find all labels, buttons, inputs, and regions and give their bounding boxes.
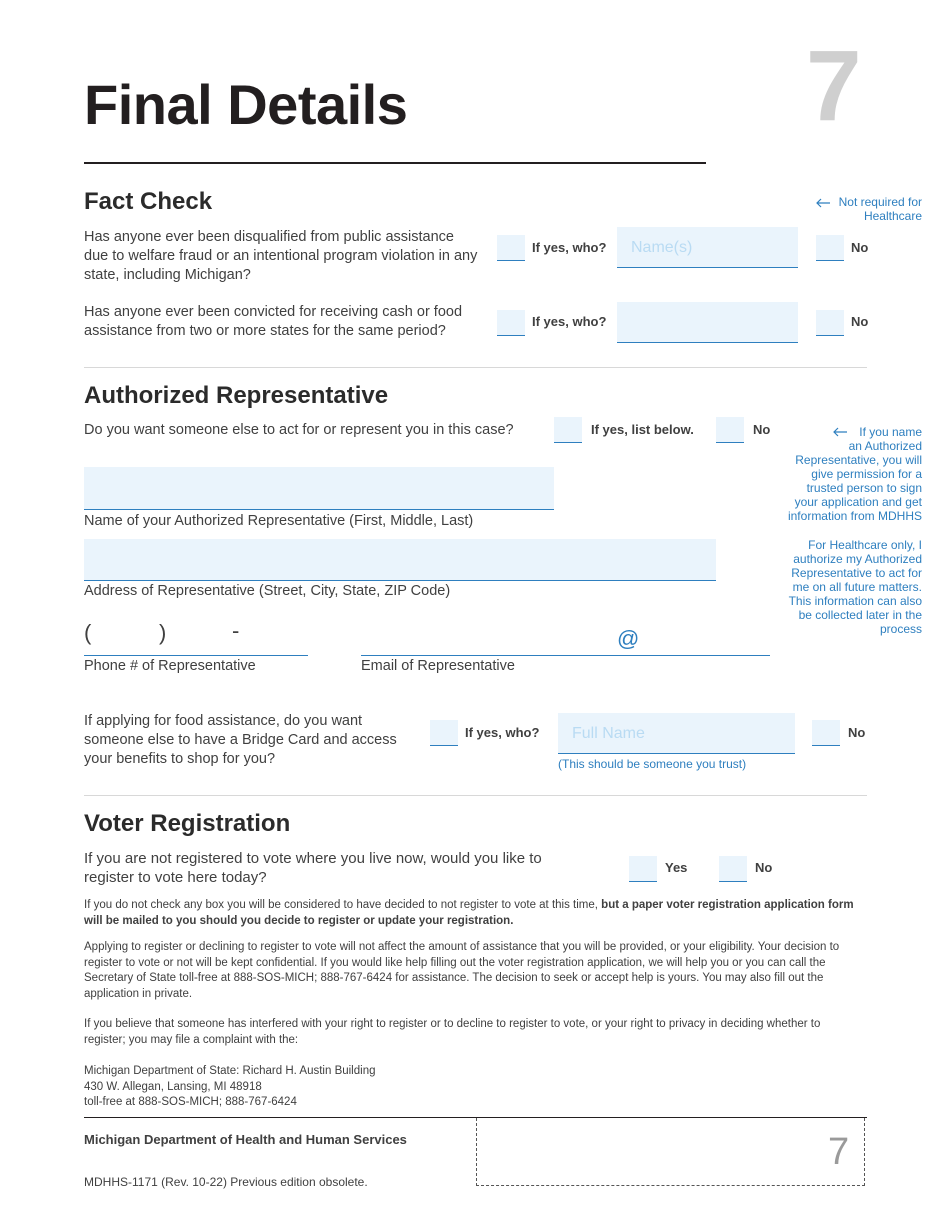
footer-page-number: 7 xyxy=(828,1131,850,1173)
authorized-rep-yes-checkbox[interactable] xyxy=(554,417,582,443)
fact-check-q1-names-input[interactable] xyxy=(617,227,798,268)
authorized-rep-note-1: If you name an Authorized Representative, you will give permission for a trusted person to sign your application and get information from MDHHS xyxy=(787,425,922,523)
section-divider xyxy=(84,367,867,368)
voter-paragraph-3: If you believe that someone has interfered with your right to register or to decline to register to vote, or your right to privacy in deciding whether to register; you may file a complaint with the: xyxy=(84,1018,821,1046)
phone-dash: - xyxy=(232,618,240,643)
section-number: 7 xyxy=(806,30,862,142)
authorized-rep-no-checkbox[interactable] xyxy=(716,417,744,443)
authorized-rep-no-label: No xyxy=(753,422,771,437)
authorized-rep-email-label: Email of Representative xyxy=(361,658,515,674)
authorized-rep-email-input[interactable] xyxy=(361,622,770,656)
fact-check-q2-no-checkbox[interactable] xyxy=(816,310,844,336)
title-divider xyxy=(84,162,706,164)
section-divider xyxy=(84,795,867,796)
fact-check-q2-yes-label: If yes, who? xyxy=(532,314,607,329)
authorized-rep-name-input[interactable] xyxy=(84,467,554,510)
authorized-rep-heading: Authorized Representative xyxy=(84,382,389,409)
bridge-card-hint: (This should be someone you trust) xyxy=(558,757,747,771)
fact-check-q1-yes-label: If yes, who? xyxy=(532,240,607,255)
bridge-card-yes-checkbox[interactable] xyxy=(430,720,458,746)
fact-check-heading: Fact Check xyxy=(84,188,213,215)
fact-check-q2-no-label: No xyxy=(851,314,869,329)
names-placeholder: Name(s) xyxy=(631,239,693,256)
voter-registration-heading: Voter Registration xyxy=(84,810,291,837)
authorized-rep-name-label: Name of your Authorized Representative (First, Middle, Last) xyxy=(84,513,474,529)
phone-underline xyxy=(84,655,308,656)
footer-agency: Michigan Department of Health and Human Services xyxy=(84,1132,407,1147)
voter-yes-label: Yes xyxy=(665,860,688,875)
email-at-sign: @ xyxy=(617,626,640,651)
page-title: Final Details xyxy=(84,73,408,136)
authorized-rep-phone-input[interactable] xyxy=(84,618,308,656)
full-name-placeholder: Full Name xyxy=(572,725,645,742)
phone-open-paren: ( xyxy=(84,620,92,645)
fact-check-question-2: Has anyone ever been convicted for receiving cash or food assistance from two or more states for the same period? xyxy=(84,304,463,339)
authorized-rep-note-2: For Healthcare only, I authorize my Authorized Representative to act for me on all future matters. This information can also be collected later in the process xyxy=(788,538,922,636)
email-underline xyxy=(361,655,770,656)
footer-form-id: MDHHS-1171 (Rev. 10-22) Previous edition obsolete. xyxy=(84,1175,368,1189)
voter-paragraph-2: Applying to register or declining to register to vote will not affect the amount of assistance that you will be provided, or your eligibility. Your decision to register to vote or not will be kept confidential. If you would like help filling out the voter registration application, we will help you or you can call the Secretary of State toll-free at 888-SOS-MICH; 888-767-6424 for assistance. The decision to seek or accept help is yours. You may also fill out the application in private. xyxy=(84,941,840,1000)
phone-close-paren: ) xyxy=(159,620,167,645)
fact-check-side-note: Not required for Healthcare xyxy=(800,195,922,223)
office-use-box xyxy=(476,1118,865,1186)
bridge-card-no-label: No xyxy=(848,725,866,740)
authorized-rep-yes-label: If yes, list below. xyxy=(591,422,694,437)
authorized-rep-address-label: Address of Representative (Street, City, State, ZIP Code) xyxy=(84,583,451,599)
arrow-left-icon xyxy=(815,198,831,208)
voter-no-checkbox[interactable] xyxy=(719,856,747,882)
fact-check-q2-names-input[interactable] xyxy=(617,302,798,343)
authorized-rep-phone-label: Phone # of Representative xyxy=(84,658,256,674)
fact-check-q2-yes-checkbox[interactable] xyxy=(497,310,525,336)
arrow-left-icon xyxy=(832,427,848,437)
voter-no-label: No xyxy=(755,860,773,875)
authorized-rep-address-input[interactable] xyxy=(84,539,716,581)
bridge-card-no-checkbox[interactable] xyxy=(812,720,840,746)
voter-question: If you are not registered to vote where you live now, would you like to register to vote here today? xyxy=(84,850,542,886)
voter-yes-checkbox[interactable] xyxy=(629,856,657,882)
fact-check-question-1: Has anyone ever been disqualified from public assistance due to welfare fraud or an intentional program violation in any state, including Michigan? xyxy=(84,229,478,283)
bridge-card-yes-label: If yes, who? xyxy=(465,725,540,740)
voter-paragraph-1: If you do not check any box you will be considered to have decided to not register to vote at this time, but a paper voter registration application form will be mailed to you should you decide to register or update your registration. xyxy=(84,899,854,927)
fact-check-q1-yes-checkbox[interactable] xyxy=(497,235,525,261)
voter-complaint-address: Michigan Department of State: Richard H. Austin Building 430 W. Allegan, Lansing, MI 48918 toll-free at 888-SOS-MICH; 888-767-6424 xyxy=(84,1065,376,1108)
authorized-rep-question: Do you want someone else to act for or represent you in this case? xyxy=(84,422,514,438)
fact-check-q1-no-checkbox[interactable] xyxy=(816,235,844,261)
bridge-card-question: If applying for food assistance, do you want someone else to have a Bridge Card and access your benefits to shop for you? xyxy=(84,713,397,767)
fact-check-q1-no-label: No xyxy=(851,240,869,255)
authorized-rep-side-note xyxy=(782,425,922,523)
bridge-card-name-input[interactable] xyxy=(558,713,795,754)
